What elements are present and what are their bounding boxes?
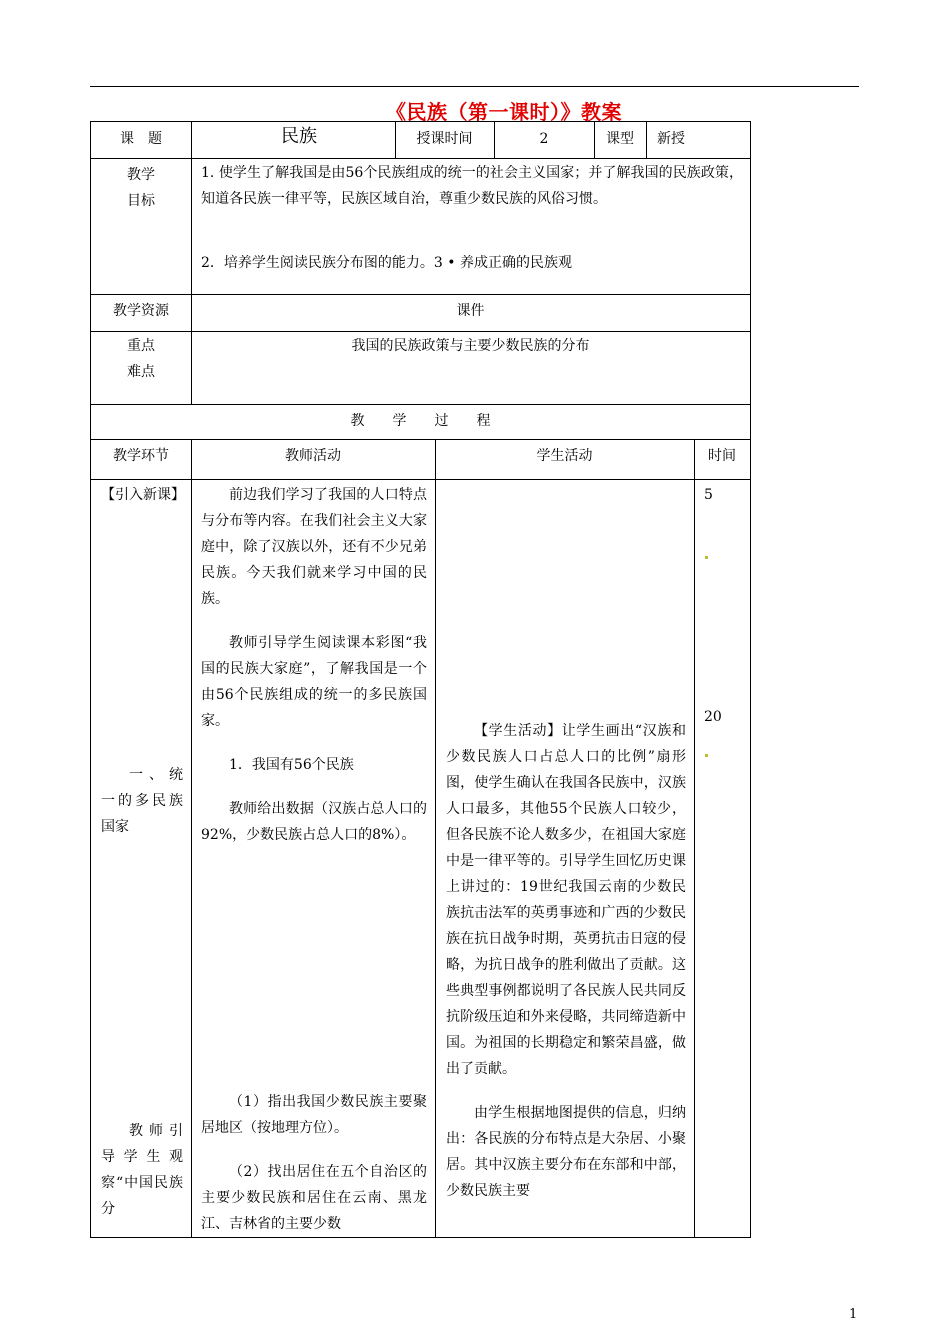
time-intro: 5 — [704, 487, 713, 503]
type-value: 新授 — [657, 131, 685, 147]
col-divider — [435, 439, 436, 1238]
row-divider — [91, 404, 750, 405]
label-goals: 教学 目标 — [127, 167, 155, 209]
student-activities — [446, 718, 686, 1222]
col-header-teacher: 教师活动 — [285, 448, 341, 464]
lesson-plan-table — [90, 121, 751, 1238]
student-paragraph: 【学生活动】让学生画出“汉族和少数民族人口占总人口的比例”扇形图，使学生确认在我国各民族中，汉族人口最多，其他55个民族人口较少，但各民族不论人数多少，在祖国大家庭中是一律平等的。引导学生回忆历史课上讲过的：19世纪我国云南的少数民族抗击法军的英勇事迹和广西的少数民族在抗日战争时期，英勇抗击日寇的侵略，为抗日战争的胜利做出了贡献。这些典型事例都说明了各民族人民共同反抗阶级压迫和外来侵略，共同缔造新中国。为祖国的长期稳定和繁荣昌盛，做出了贡献。 — [446, 723, 686, 1077]
header-rule — [90, 86, 859, 87]
teacher-paragraph: （1）指出我国少数民族主要聚居地区（按地理方位）。 — [201, 1094, 427, 1136]
row-divider — [91, 158, 750, 159]
teacher-activities — [201, 482, 427, 866]
teacher-paragraph: 教师给出数据（汉族占总人口的92%，少数民族占总人口的8%）。 — [201, 801, 427, 843]
dot-mark — [705, 556, 708, 559]
row-divider — [91, 294, 750, 295]
phase-intro: 【引入新课】 — [101, 487, 185, 503]
label-resources: 教学资源 — [113, 303, 169, 319]
col-divider — [191, 439, 192, 1238]
time-section-1: 20 — [704, 709, 722, 725]
teacher-paragraph: 1．我国有56个民族 — [229, 757, 354, 773]
teacher-paragraph: 教师引导学生阅读课本彩图“我国的民族大家庭”，了解我国是一个由56个民族组成的统一的多民族国家。 — [201, 635, 427, 729]
dot-mark — [705, 754, 708, 757]
topic-value: 民族 — [281, 126, 317, 147]
resources-value: 课件 — [456, 303, 485, 319]
keypoints-value: 我国的民族政策与主要少数民族的分布 — [351, 338, 590, 354]
teacher-activities-continued — [201, 1089, 427, 1255]
col-divider — [694, 439, 695, 1238]
student-paragraph: 由学生根据地图提供的信息，归纳出：各民族的分布特点是大杂居、小聚居。其中汉族主要分布在东部和中部，少数民族主要 — [446, 1105, 686, 1199]
col-header-student: 学生活动 — [536, 448, 593, 464]
label-topic: 课 题 — [120, 131, 162, 147]
row-divider — [91, 331, 750, 332]
col-header-time: 时间 — [708, 448, 736, 464]
phase-section-1: 一、统一的多民族国家 — [101, 767, 183, 835]
time-value: 2 — [539, 131, 549, 147]
label-time: 授课时间 — [416, 131, 473, 147]
label-keypoints: 重点 难点 — [127, 338, 155, 380]
row-divider — [91, 439, 750, 440]
col-divider — [191, 122, 192, 404]
process-heading: 教 学 过 程 — [350, 413, 491, 429]
phase-guide: 教师引导学生观察“中国民族分 — [101, 1123, 183, 1217]
document-title: 《民族（第一课时）》教案 — [386, 100, 622, 124]
label-type: 课型 — [606, 131, 634, 147]
goal-item-2: 2．培养学生阅读民族分布图的能力。3 • 养成正确的民族观 — [201, 255, 572, 271]
goal-item-1: 1. 使学生了解我国是由56个民族组成的统一的社会主义国家；并了解我国的民族政策，知道各民族一律平等，民族区域自治，尊重少数民族的风俗习惯。 — [201, 165, 743, 207]
col-header-phase: 教学环节 — [113, 448, 169, 464]
row-divider — [91, 479, 750, 480]
col-divider — [646, 122, 647, 158]
page-number: 1 — [849, 1307, 858, 1322]
teacher-paragraph: （2）找出居住在五个自治区的主要少数民族和居住在云南、黑龙江、吉林省的主要少数 — [201, 1164, 427, 1232]
teacher-paragraph: 前边我们学习了我国的人口特点与分布等内容。在我们社会主义大家庭中，除了汉族以外，还有不少兄弟民族。今天我们就来学习中国的民族。 — [201, 487, 427, 607]
